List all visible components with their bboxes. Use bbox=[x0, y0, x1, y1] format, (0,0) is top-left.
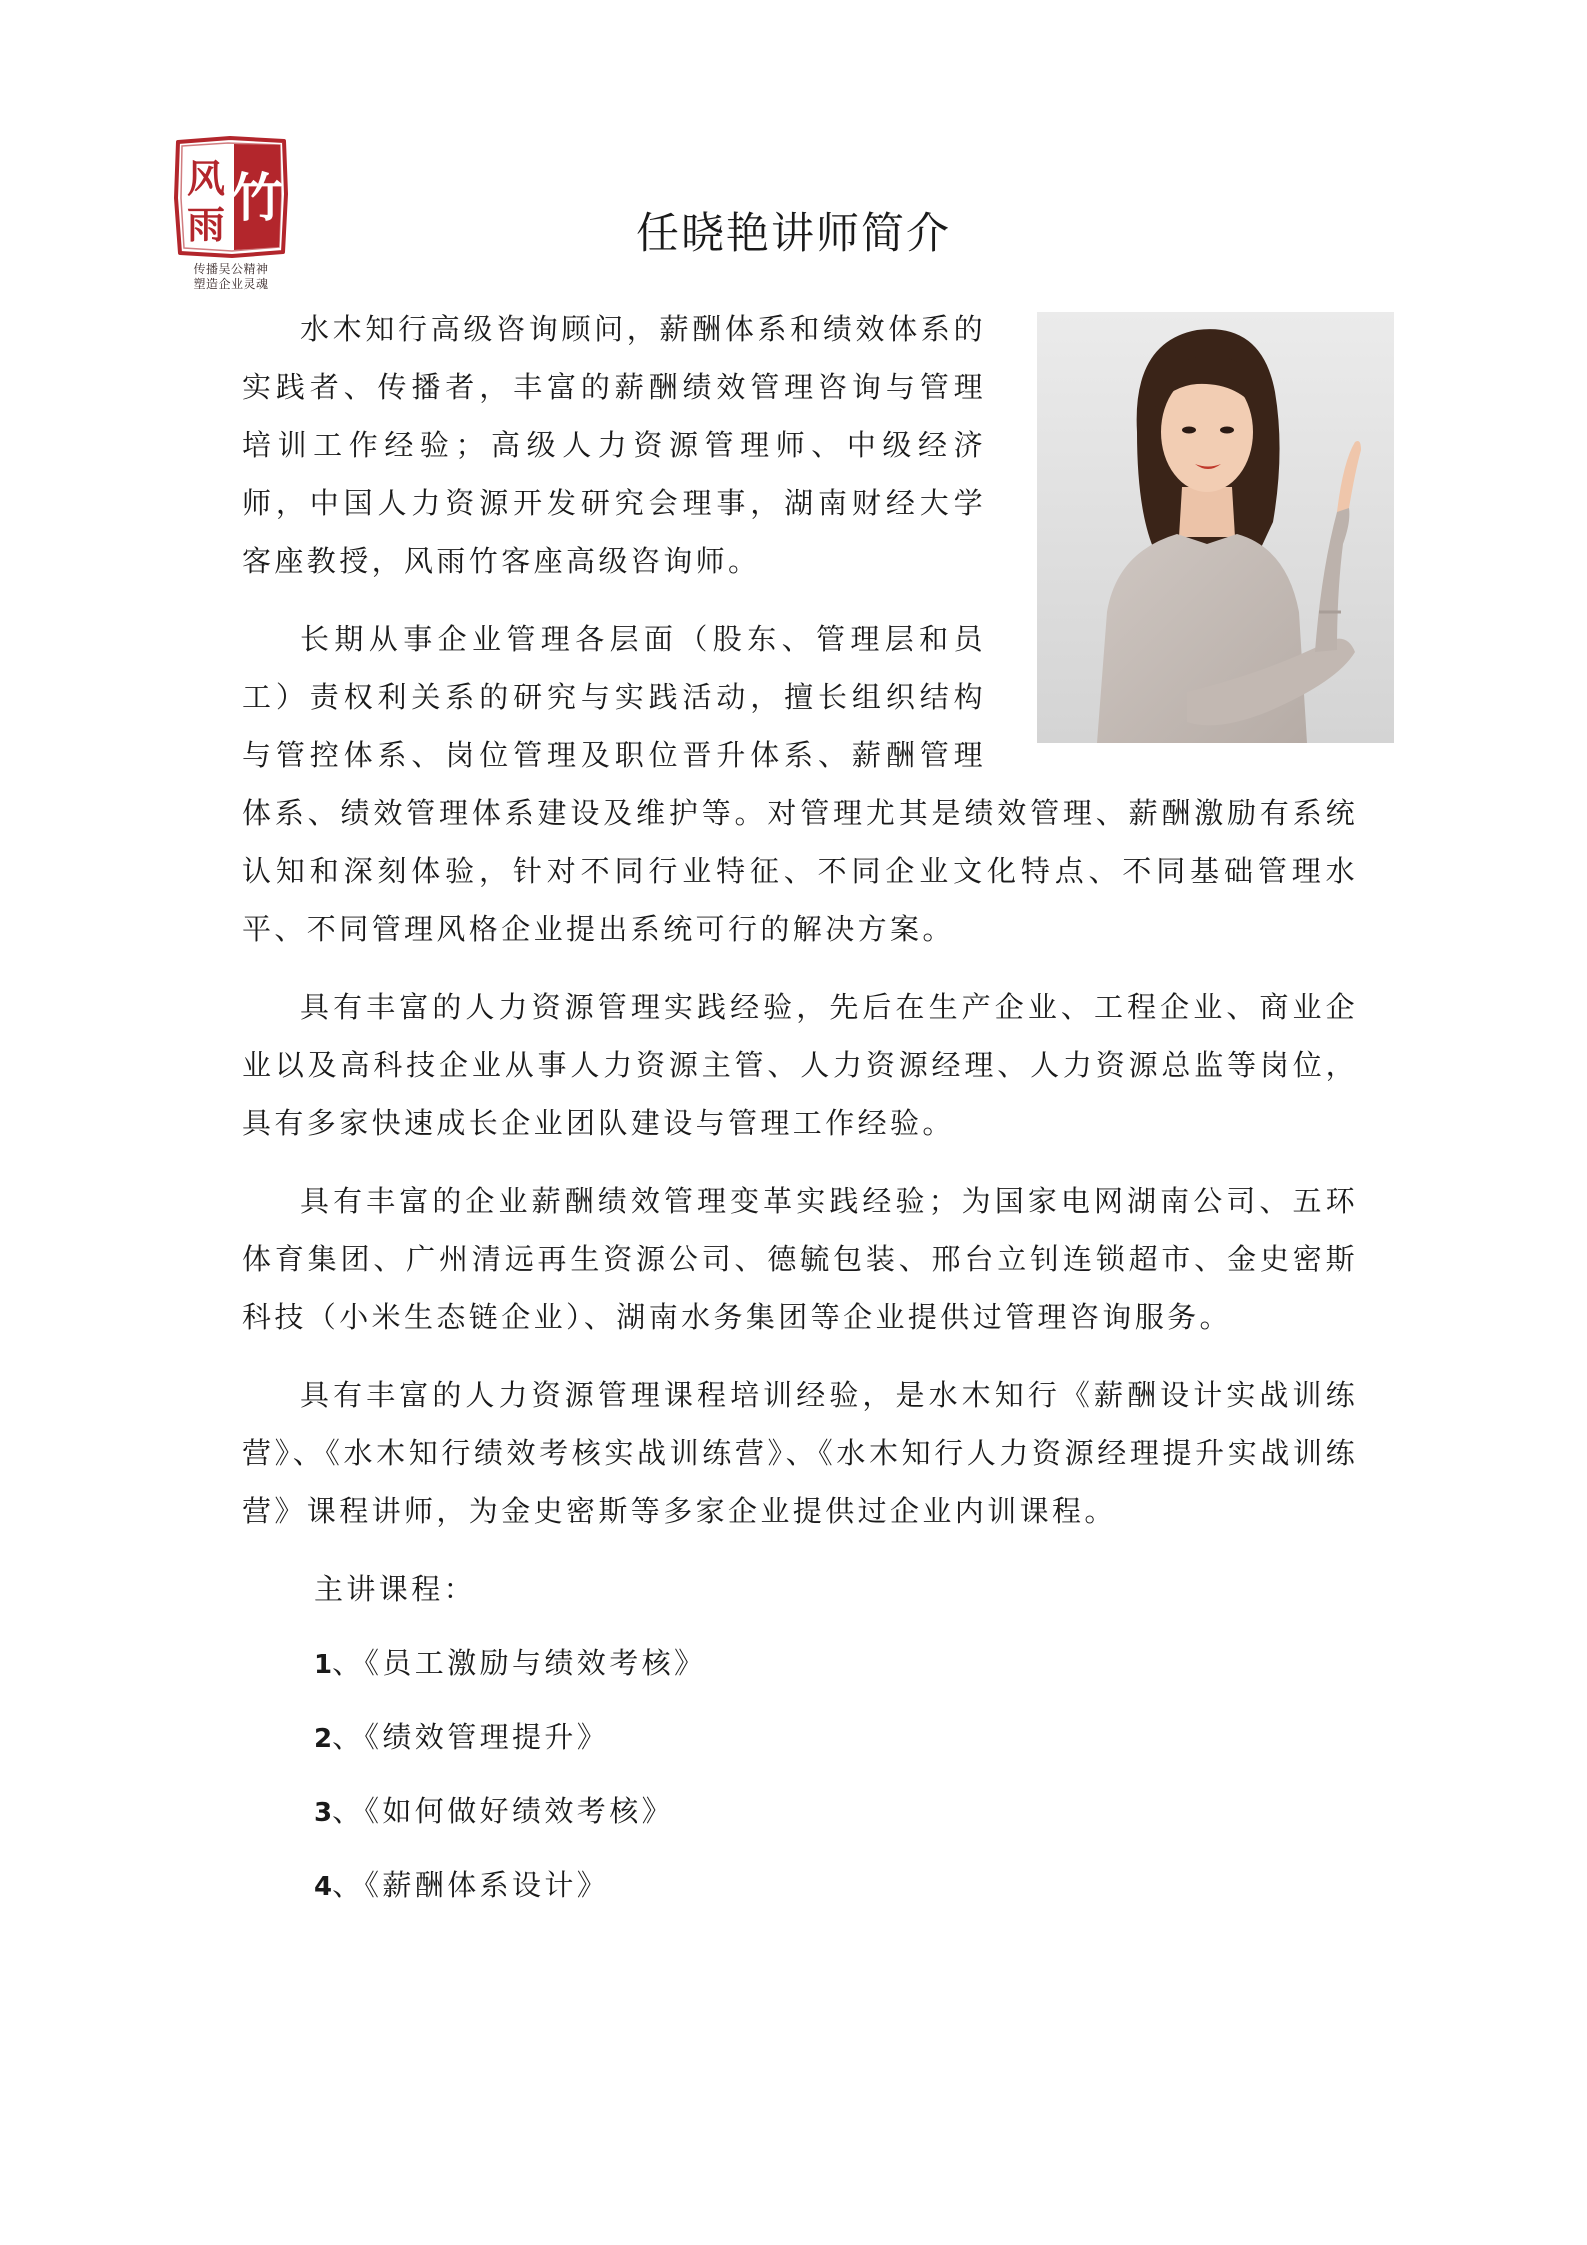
course-title: 、《薪酬体系设计》 bbox=[332, 1868, 610, 1902]
course-title: 、《如何做好绩效考核》 bbox=[332, 1794, 674, 1828]
course-title: 、《绩效管理提升》 bbox=[332, 1720, 610, 1754]
bio-paragraph-5: 具有丰富的人力资源管理课程培训经验，是水木知行《薪酬设计实战训练营》、《水木知行绩效考核实战训练营》、《水木知行人力资源经理提升实战训练营》课程讲师，为金史密斯等多家企业提供过企业内训课程。 bbox=[242, 1378, 1358, 1528]
bio-paragraph-4: 具有丰富的企业薪酬绩效管理变革实践经验；为国家电网湖南公司、五环体育集团、广州清远再生资源公司、德毓包装、邢台立钊连锁超市、金史密斯科技（小米生态链企业）、湖南水务集团等企业提供过管理咨询服务。 bbox=[242, 1184, 1358, 1334]
bio-paragraph-1: 水木知行高级咨询顾问，薪酬体系和绩效体系的实践者、传播者，丰富的薪酬绩效管理咨询与管理培训工作经验；高级人力资源管理师、中级经济师，中国人力资源开发研究会理事，湖南财经大学客座教授，风雨竹客座高级咨询师。 bbox=[242, 312, 986, 578]
course-number: 4 bbox=[314, 1872, 333, 1902]
courses-heading: 主讲课程： bbox=[314, 1572, 477, 1606]
bio-content bbox=[242, 300, 1358, 1930]
logo-slogan bbox=[172, 262, 290, 292]
course-item bbox=[314, 1708, 1358, 1766]
bio-paragraph-3: 具有丰富的人力资源管理实践经验，先后在生产企业、工程企业、商业企业以及高科技企业从事人力资源主管、人力资源经理、人力资源总监等岗位，具有多家快速成长企业团队建设与管理工作经验。 bbox=[242, 990, 1358, 1140]
course-number: 3 bbox=[314, 1798, 333, 1828]
logo-char-feng: 风 bbox=[186, 156, 226, 201]
logo-char-zhu: 竹 bbox=[230, 168, 284, 229]
portrait-spacer bbox=[986, 300, 1358, 768]
course-item bbox=[314, 1782, 1358, 1840]
logo-slogan-line-1: 传播吴公精神 bbox=[193, 262, 269, 276]
logo-char-yu: 雨 bbox=[186, 202, 226, 247]
course-list bbox=[242, 1634, 1358, 1914]
course-item bbox=[314, 1634, 1358, 1692]
course-number: 2 bbox=[314, 1724, 333, 1754]
course-item bbox=[314, 1856, 1358, 1914]
page-title: 任晓艳讲师简介 bbox=[636, 209, 951, 259]
logo-slogan-line-2: 塑造企业灵魂 bbox=[193, 277, 269, 291]
course-number: 1 bbox=[314, 1650, 333, 1680]
bio-paragraph-2: 长期从事企业管理各层面（股东、管理层和员工）责权利关系的研究与实践活动，擅长组织结构与管控体系、岗位管理及职位晋升体系、薪酬管理体系、绩效管理体系建设及维护等。对管理尤其是绩效管理、薪酬激励有系统认知和深刻体验，针对不同行业特征、不同企业文化特点、不同基础管理水平、不同管理风格企业提出系统可行的解决方案。 bbox=[242, 622, 1358, 946]
course-title: 、《员工激励与绩效考核》 bbox=[332, 1646, 707, 1680]
